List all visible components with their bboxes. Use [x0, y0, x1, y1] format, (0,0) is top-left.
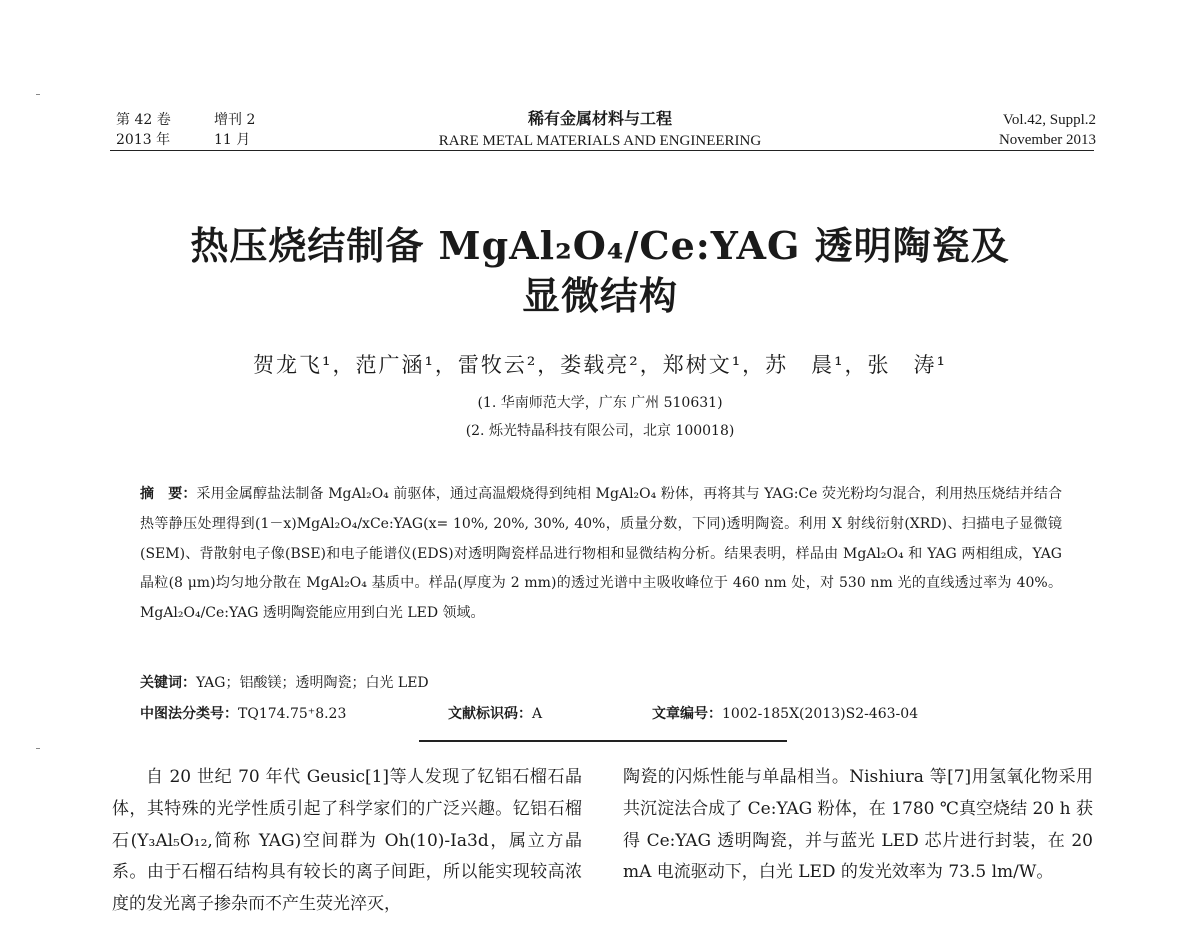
scan-mark-top	[36, 94, 40, 95]
doc-code-label: 文献标识码：	[448, 706, 532, 722]
affiliation-1: (1. 华南师范大学，广东 广州 510631)	[477, 395, 723, 411]
body-left-paragraph: 自 20 世纪 70 年代 Geusic[1]等人发现了钇铝石榴石晶体，其特殊的光学性质引起了科学家们的广泛兴趣。钇铝石榴石(Y₃Al₅O₁₂,简称 YAG)空间群为 Oh(10)-Ia3d，属立方晶系。由于石榴石结构具有较长的离子间距，所以能实现较高浓度的发光离子掺杂而不产生荧光淬灭，	[112, 767, 582, 915]
doc-code-value: A	[532, 706, 543, 722]
author-list: 贺龙飞¹，范广涵¹，雷牧云²，娄载亮²，郑树文¹，苏 晨¹，张 涛¹	[253, 353, 947, 377]
abstract-label: 摘 要：	[140, 486, 197, 502]
article-number-row	[652, 703, 918, 723]
abstract-divider	[419, 740, 787, 742]
header-rule	[110, 150, 1094, 151]
doc-code-row	[448, 703, 542, 723]
header-volume-en: Vol.42, Suppl.2	[1002, 112, 1096, 128]
article-number-value: 1002-185X(2013)S2-463-04	[722, 706, 919, 722]
keywords-row	[140, 672, 429, 692]
clc-value: TQ174.75⁺8.23	[238, 706, 347, 722]
header-year: 2013 年	[116, 132, 171, 148]
keywords-text: YAG；铝酸镁；透明陶瓷；白光 LED	[196, 675, 429, 691]
abstract-text: 采用金属醇盐法制备 MgAl₂O₄ 前驱体，通过高温煅烧得到纯相 MgAl₂O₄ 粉体，再将其与 YAG:Ce 荧光粉均匀混合，利用热压烧结并结合热等静压处理得到(1－x)MgAl₂O₄/xCe:YAG(x= 10%, 20%, 30%, 40%，质量分数，下同)透明陶瓷。利用 X 射线衍射(XRD)、扫描电子显微镜(SEM)、背散射电子像(BSE)和电子能谱仪(EDS)对透明陶瓷样品进行物相和显微结构分析。结果表明，样品由 MgAl₂O₄ 和 YAG 两相组成，YAG 晶粒(8 μm)均匀地分散在 MgAl₂O₄ 基质中。样品(厚度为 2 mm)的透过光谱中主吸收峰位于 460 nm 处，对 530 nm 光的直线透过率为 40%。MgAl₂O₄/Ce:YAG 透明陶瓷能应用到白光 LED 领域。	[140, 486, 1062, 622]
abstract	[140, 480, 1062, 629]
header-volume: 第 42 卷	[116, 112, 171, 128]
clc-label: 中图法分类号：	[140, 706, 238, 722]
body-right-paragraph: 陶瓷的闪烁性能与单晶相当。Nishiura 等[7]用氢氧化物采用共沉淀法合成了 Ce:YAG 粉体，在 1780 ℃真空烧结 20 h 获得 Ce:YAG 透明陶瓷，并与蓝光 LED 芯片进行封装，在 20 mA 电流驱动下，白光 LED 的发光效率为 73.5 lm/W。	[623, 767, 1093, 883]
header-date-en: November 2013	[998, 132, 1096, 148]
body-left-column	[112, 762, 582, 921]
journal-title-en: RARE METAL MATERIALS AND ENGINEERING	[438, 133, 762, 149]
affiliation-2: (2. 烁光特晶科技有限公司，北京 100018)	[465, 423, 735, 439]
scan-mark-bottom	[36, 748, 40, 749]
classification-row	[140, 703, 346, 723]
header-supplement: 增刊 2	[214, 112, 256, 128]
paper-title-line2: 显微结构	[521, 273, 678, 318]
keywords-label: 关键词：	[140, 675, 196, 691]
article-number-label: 文章编号：	[652, 706, 722, 722]
body-right-column	[623, 762, 1093, 889]
journal-title-cn: 稀有金属材料与工程	[527, 109, 672, 128]
header-month: 11 月	[214, 132, 251, 148]
paper-title-line1: 热压烧结制备 MgAl₂O₄/Ce:YAG 透明陶瓷及	[190, 223, 1010, 268]
